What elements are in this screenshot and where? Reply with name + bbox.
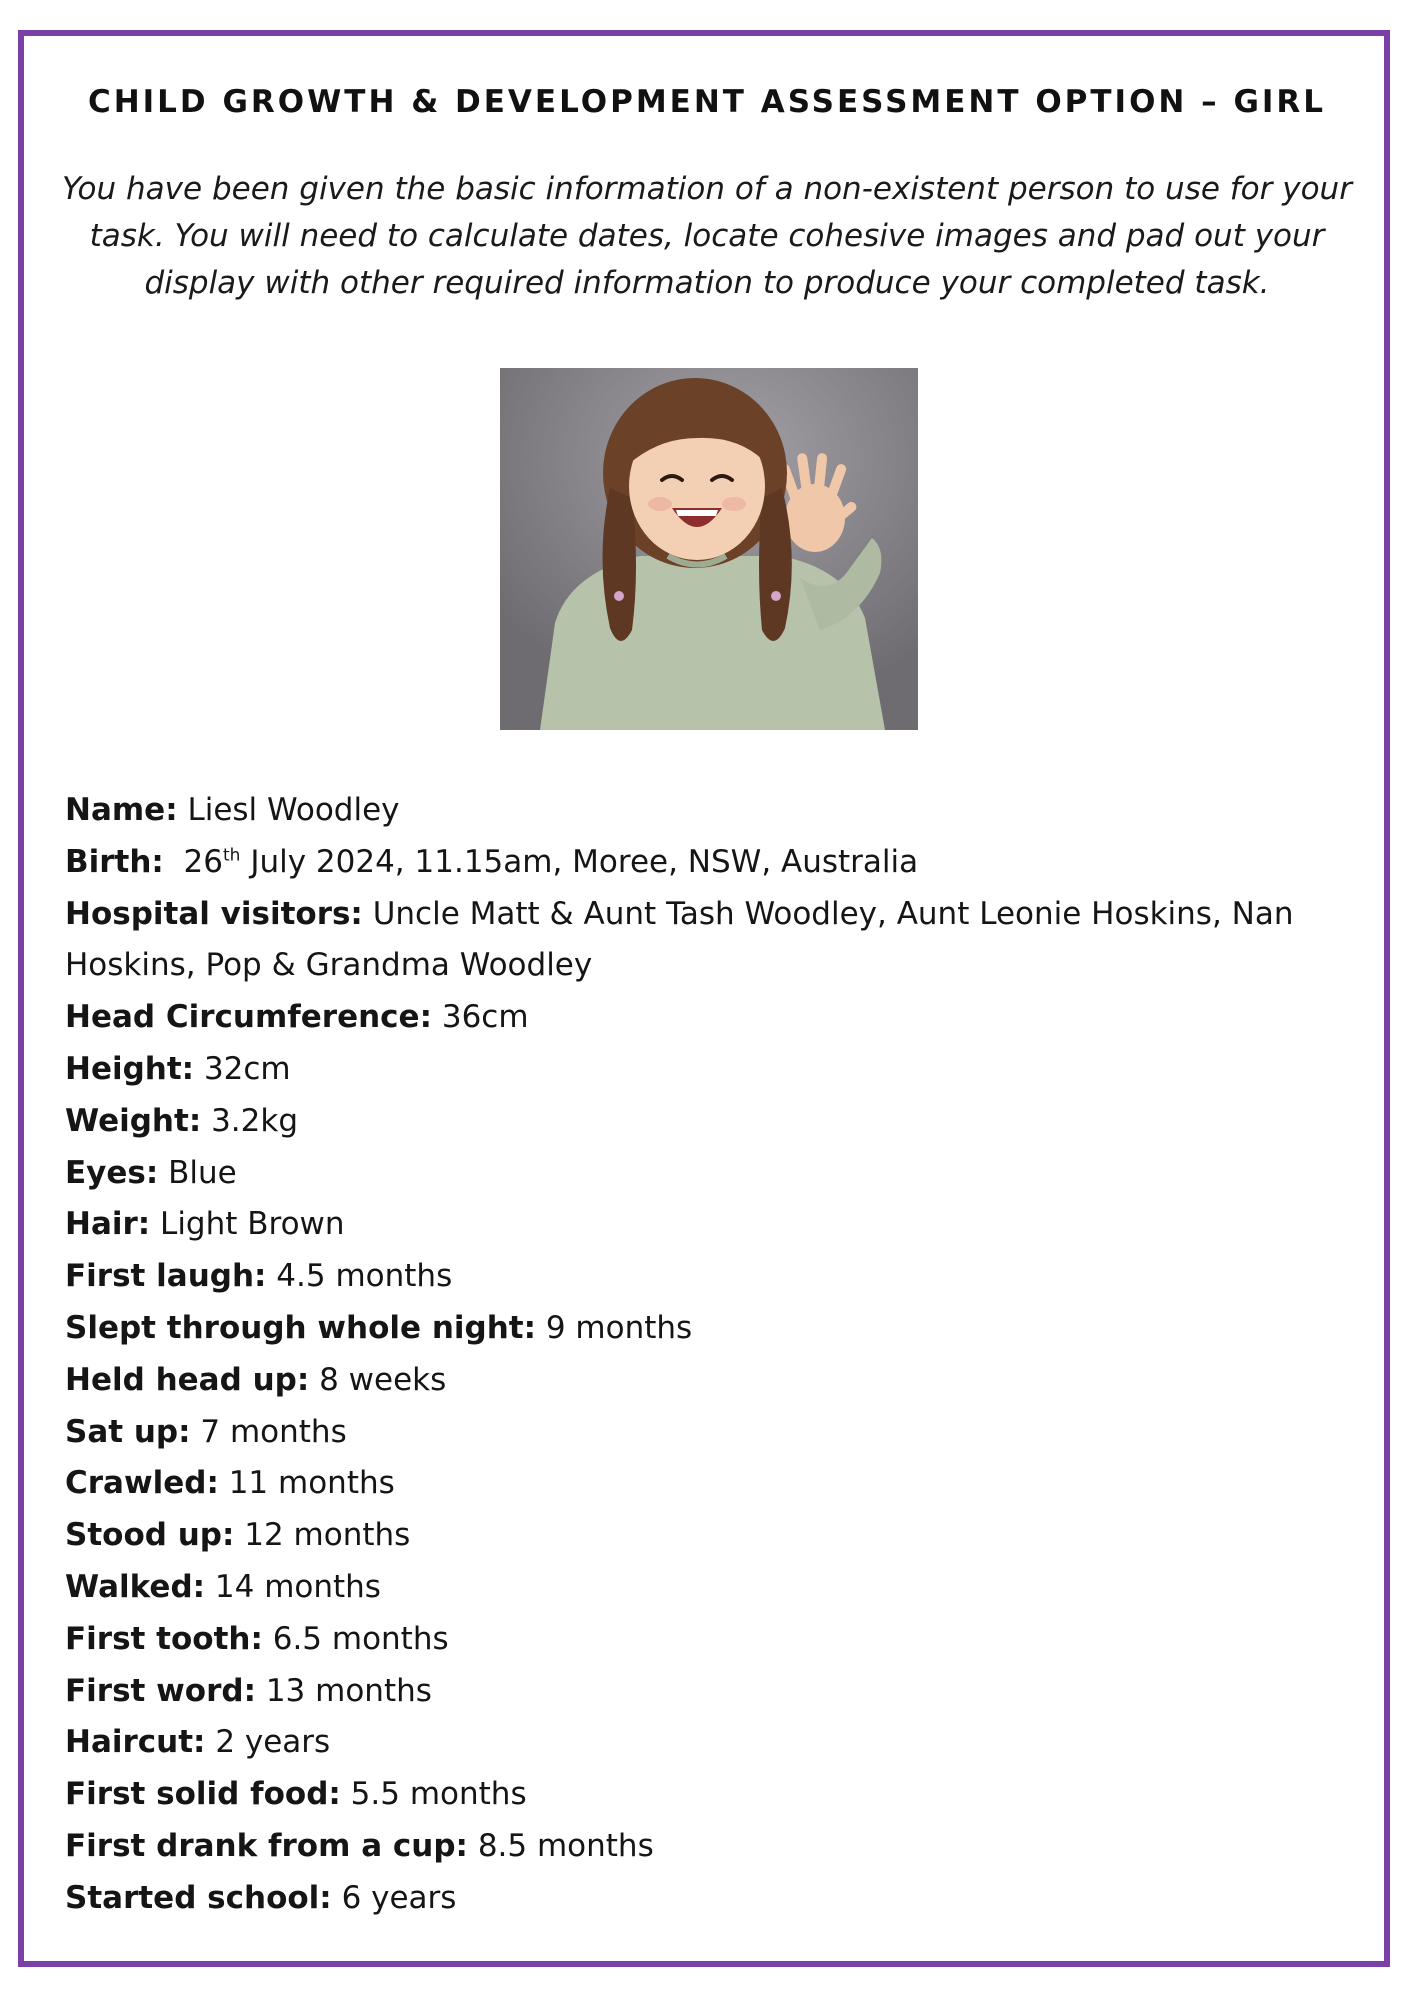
fact-started-school: Started school: 6 years [65,1879,457,1916]
fact-first-laugh: First laugh: 4.5 months [65,1258,453,1295]
fact-slept-night: Slept through whole night: 9 months [65,1309,693,1346]
fact-sat-up: Sat up: 7 months [65,1413,347,1450]
intro-paragraph: You have been given the basic information of a non-existent person to use for your task. You will need to calculate dates, locate cohesive images and pad out your display with other required information to produce your completed task. [62,171,1352,301]
page-title: CHILD GROWTH & DEVELOPMENT ASSESSMENT OPTION – GIRL [87,84,1327,120]
fact-first-cup: First drank from a cup: 8.5 months [65,1827,654,1864]
fact-name: Name: Liesl Woodley [65,792,400,828]
fact-held-head-up: Held head up: 8 weeks [65,1361,447,1398]
fact-height: Height: 32cm [65,1050,291,1087]
child-photo-illustration [500,368,918,730]
fact-haircut: Haircut: 2 years [65,1724,331,1761]
fact-crawled: Crawled: 11 months [65,1465,395,1502]
fact-hair: Hair: Light Brown [65,1206,345,1243]
fact-hospital-visitors: Hospital visitors: Uncle Matt & Aunt Tash Woodley, Aunt Leonie Hoskins, Nan Hoskins, Pop & Grandma Woodley [65,895,1294,984]
fact-head-circumference: Head Circumference: 36cm [65,999,529,1036]
facts-list [65,785,1345,1925]
fact-weight: Weight: 3.2kg [65,1102,299,1139]
fact-first-solid-food: First solid food: 5.5 months [65,1776,527,1813]
fact-eyes: Eyes: Blue [65,1154,237,1191]
fact-first-word: First word: 13 months [65,1672,432,1709]
fact-first-tooth: First tooth: 6.5 months [65,1620,449,1657]
child-photo [500,368,918,730]
fact-walked: Walked: 14 months [65,1568,381,1605]
fact-birth: Birth: 26th July 2024, 11.15am, Moree, NSW, Australia [65,843,919,880]
fact-stood-up: Stood up: 12 months [65,1517,411,1554]
